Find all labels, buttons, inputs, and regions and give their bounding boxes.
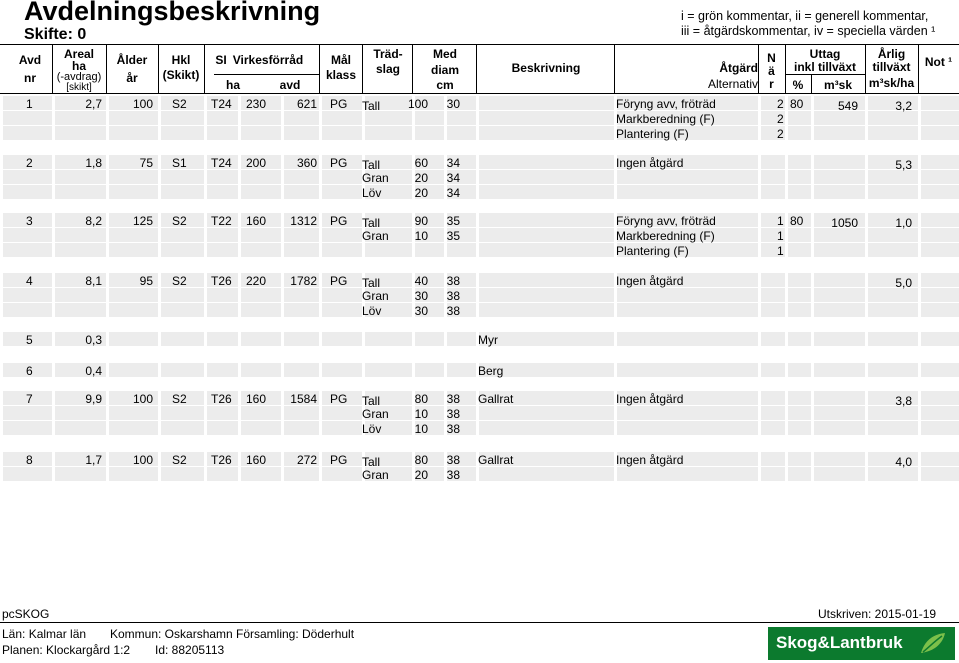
stand-hkl: S1 — [172, 156, 187, 170]
stand-malklass: PG — [330, 274, 348, 288]
species-pct: 80 — [414, 392, 428, 406]
header-tillvaxt: tillväxt — [872, 60, 911, 74]
species-pct: 60 — [414, 156, 428, 170]
species-name: Gran — [362, 229, 389, 243]
stand-si: T26 — [211, 453, 232, 467]
action-m3sk: 549 — [837, 99, 858, 113]
column-separator — [785, 213, 788, 258]
page-title: Avdelningsbeskrivning — [24, 0, 321, 26]
column-separator — [785, 332, 788, 347]
species-pct: 20 — [414, 171, 428, 185]
action-name: Markberedning (F) — [616, 229, 715, 243]
action-name: Ingen åtgärd — [616, 453, 684, 467]
column-separator — [758, 363, 761, 378]
species-pct: 90 — [414, 214, 428, 228]
row-band — [0, 421, 959, 435]
column-separator — [0, 273, 3, 318]
stand-si: T22 — [211, 214, 232, 228]
column-separator — [614, 332, 617, 347]
stand-areal: 8,1 — [85, 274, 102, 288]
column-separator — [362, 363, 365, 378]
stand-ha: 160 — [245, 392, 266, 406]
species-name: Tall — [362, 158, 381, 172]
column-separator — [476, 96, 479, 141]
header-areal: Areal — [63, 47, 95, 61]
header-not: Not ¹ — [924, 55, 953, 69]
header-si: SI — [215, 53, 227, 67]
species-name: Tall — [362, 216, 381, 230]
column-separator — [0, 332, 3, 347]
stand-areal: 0,4 — [85, 364, 102, 378]
species-pct: 40 — [414, 274, 428, 288]
column-separator — [758, 213, 761, 258]
action-name: Ingen åtgärd — [616, 274, 684, 288]
column-separator — [476, 155, 479, 200]
action-name: Plantering (F) — [616, 127, 689, 141]
header-ha: ha — [225, 78, 240, 92]
species-diam: 30 — [446, 97, 460, 111]
stand-ha: 230 — [245, 97, 266, 111]
column-separator — [281, 332, 284, 347]
species-diam: 38 — [446, 304, 460, 318]
species-pct: 10 — [414, 422, 428, 436]
column-separator — [52, 332, 55, 347]
column-separator — [319, 213, 322, 258]
column-separator — [758, 332, 761, 347]
species-name: Gran — [362, 407, 389, 421]
stand-tillvaxt: 5,3 — [895, 158, 912, 172]
action-nar: 2 — [777, 97, 784, 111]
leaf-icon — [919, 631, 947, 656]
stand-malklass: PG — [330, 392, 348, 406]
species-pct: 30 — [414, 304, 428, 318]
species-diam: 35 — [446, 214, 460, 228]
header-nr: nr — [24, 71, 36, 85]
header-areal-ha: ha — [71, 59, 86, 73]
stand-tillvaxt: 5,0 — [895, 276, 912, 290]
row-band — [0, 303, 959, 317]
column-separator — [476, 213, 479, 258]
action-nar: 2 — [777, 127, 784, 141]
stand-areal: 8,2 — [85, 214, 102, 228]
column-separator — [811, 332, 814, 347]
header-areal-avdrag: (-avdrag) — [56, 71, 102, 83]
header-nar-n: N — [767, 51, 776, 65]
species-name: Löv — [362, 186, 382, 200]
stand-nr: 5 — [26, 333, 33, 347]
legend-line-1: i = grön kommentar, ii = generell kommentar, — [681, 9, 929, 23]
stand-hkl: S2 — [172, 97, 187, 111]
column-separator — [476, 273, 479, 318]
column-separator — [319, 273, 322, 318]
species-name: Gran — [362, 171, 389, 185]
stand-nr: 7 — [26, 392, 33, 406]
stand-avd: 1312 — [290, 214, 317, 228]
stand-nr: 2 — [26, 156, 33, 170]
column-separator — [158, 452, 161, 482]
column-separator — [412, 363, 415, 378]
column-separator — [918, 273, 921, 318]
column-separator — [918, 332, 921, 347]
row-band — [0, 170, 959, 184]
header-arlig: Årlig — [877, 47, 906, 61]
footer-app: pcSKOG — [2, 607, 50, 621]
stand-beskrivning: Gallrat — [478, 392, 514, 406]
legend-line-2: iii = åtgärdskommentar, iv = speciella värden ¹ — [681, 24, 936, 38]
header-inkl-tillvaxt: inkl tillväxt — [793, 60, 857, 74]
column-separator — [52, 363, 55, 378]
species-diam: 38 — [446, 422, 460, 436]
column-separator — [444, 332, 447, 347]
column-separator — [158, 391, 161, 436]
stand-avd: 621 — [296, 97, 317, 111]
column-separator — [918, 363, 921, 378]
column-separator — [319, 332, 322, 347]
species-name: Tall — [362, 276, 381, 290]
column-separator — [238, 363, 241, 378]
footer-lan: Län: Kalmar län — [2, 627, 87, 641]
species-diam: 35 — [446, 229, 460, 243]
species-name: Gran — [362, 468, 389, 482]
stand-si: T26 — [211, 274, 232, 288]
footer-planen: Planen: Klockargård 1:2 — [2, 643, 131, 657]
row-band — [0, 406, 959, 420]
column-separator — [52, 391, 55, 436]
stand-tillvaxt: 4,0 — [895, 455, 912, 469]
column-separator — [0, 213, 3, 258]
stand-alder: 100 — [132, 97, 153, 111]
stand-hkl: S2 — [172, 453, 187, 467]
column-separator — [758, 391, 761, 436]
action-name: Föryng avv, fröträd — [616, 97, 716, 111]
column-separator — [319, 391, 322, 436]
stand-nr: 3 — [26, 214, 33, 228]
stand-tillvaxt: 1,0 — [895, 216, 912, 230]
species-pct: 20 — [414, 186, 428, 200]
column-separator — [106, 363, 109, 378]
stand-nr: 4 — [26, 274, 33, 288]
species-pct: 80 — [414, 453, 428, 467]
column-separator — [865, 332, 868, 347]
column-separator — [52, 96, 55, 141]
column-separator — [204, 363, 207, 378]
column-separator — [204, 273, 207, 318]
stand-nr: 8 — [26, 453, 33, 467]
logo-text: Skog&Lantbruk — [776, 633, 903, 652]
action-pct: 80 — [790, 214, 804, 228]
species-diam: 38 — [446, 407, 460, 421]
column-separator — [319, 96, 322, 141]
stand-hkl: S2 — [172, 274, 187, 288]
header-alder: Ålder — [116, 53, 148, 67]
header-m3sk: m³sk — [823, 78, 852, 92]
column-separator — [52, 213, 55, 258]
action-name: Ingen åtgärd — [616, 156, 684, 170]
column-separator — [0, 155, 3, 200]
column-separator — [785, 391, 788, 436]
action-name: Plantering (F) — [616, 244, 689, 258]
stand-ha: 160 — [245, 453, 266, 467]
stand-areal: 0,3 — [85, 333, 102, 347]
row-band — [0, 288, 959, 302]
stand-avd: 272 — [296, 453, 317, 467]
header-tradslag: Träd- — [373, 47, 403, 61]
column-separator — [785, 273, 788, 318]
stand-alder: 75 — [139, 156, 153, 170]
column-separator — [918, 96, 921, 141]
stand-beskrivning: Myr — [478, 333, 498, 347]
species-diam: 38 — [446, 289, 460, 303]
stand-areal: 2,7 — [85, 97, 102, 111]
species-diam: 34 — [446, 156, 460, 170]
footer-id: Id: 88205113 — [155, 643, 225, 657]
column-separator — [158, 332, 161, 347]
stand-alder: 95 — [139, 274, 153, 288]
stand-malklass: PG — [330, 214, 348, 228]
footer-kommun: Kommun: Oskarshamn — [110, 627, 233, 641]
header-beskrivning: Beskrivning — [511, 61, 581, 75]
column-separator — [319, 155, 322, 200]
row-band — [0, 185, 959, 199]
stand-hkl: S2 — [172, 392, 187, 406]
column-separator — [204, 155, 207, 200]
column-separator — [444, 363, 447, 378]
stand-si: T24 — [211, 156, 232, 170]
stand-malklass: PG — [330, 97, 348, 111]
action-name: Markberedning (F) — [616, 112, 715, 126]
species-diam: 38 — [446, 468, 460, 482]
species-diam: 38 — [446, 453, 460, 467]
header-alternativ: Alternativ — [707, 77, 758, 91]
species-diam: 34 — [446, 171, 460, 185]
column-separator — [811, 273, 814, 318]
column-separator — [865, 363, 868, 378]
stand-avd: 1782 — [290, 274, 317, 288]
species-pct: 20 — [414, 468, 428, 482]
species-name: Tall — [362, 394, 381, 408]
column-separator — [0, 363, 3, 378]
stand-malklass: PG — [330, 156, 348, 170]
stand-tillvaxt: 3,2 — [895, 99, 912, 113]
stand-alder: 100 — [132, 392, 153, 406]
stand-nr: 1 — [26, 97, 33, 111]
species-name: Löv — [362, 422, 382, 436]
stand-si: T24 — [211, 97, 232, 111]
column-separator — [785, 452, 788, 482]
stand-avd: 1584 — [290, 392, 317, 406]
species-pct: 10 — [414, 407, 428, 421]
column-separator — [158, 96, 161, 141]
column-separator — [918, 155, 921, 200]
species-pct: 10 — [414, 229, 428, 243]
column-separator — [52, 452, 55, 482]
page-subtitle: Skifte: 0 — [24, 26, 87, 43]
stand-malklass: PG — [330, 453, 348, 467]
action-nar: 1 — [777, 214, 784, 228]
header-atgard: Åtgärd — [719, 61, 758, 75]
header-avd: Avd — [18, 53, 42, 67]
skog-lantbruk-logo — [768, 627, 955, 660]
stand-si: T26 — [211, 392, 232, 406]
column-separator — [811, 452, 814, 482]
column-separator — [918, 391, 921, 436]
column-separator — [158, 363, 161, 378]
stand-ha: 160 — [245, 214, 266, 228]
column-separator — [785, 96, 788, 141]
header-alder-unit: år — [126, 71, 138, 85]
action-pct: 80 — [790, 97, 804, 111]
column-separator — [238, 332, 241, 347]
stand-alder: 100 — [132, 453, 153, 467]
stand-tillvaxt: 3,8 — [895, 394, 912, 408]
column-separator — [319, 363, 322, 378]
column-separator — [204, 96, 207, 141]
column-separator — [158, 155, 161, 200]
header-avd-unit: avd — [279, 78, 301, 92]
species-diam: 38 — [446, 274, 460, 288]
header-mal: Mål — [330, 53, 351, 67]
column-separator — [614, 363, 617, 378]
row-band — [0, 126, 959, 140]
species-pct: 30 — [414, 289, 428, 303]
column-separator — [758, 452, 761, 482]
column-separator — [811, 363, 814, 378]
column-separator — [811, 391, 814, 436]
header-pct: % — [792, 78, 804, 92]
header-areal-skikt: [skikt] — [66, 82, 92, 93]
column-separator — [158, 213, 161, 258]
column-separator — [106, 332, 109, 347]
action-name: Föryng avv, fröträd — [616, 214, 716, 228]
column-separator — [204, 391, 207, 436]
species-name: Tall — [362, 455, 381, 469]
species-pct: 100 — [407, 97, 428, 111]
action-m3sk: 1050 — [831, 216, 858, 230]
column-separator — [758, 155, 761, 200]
column-separator — [281, 363, 284, 378]
action-nar: 1 — [777, 244, 784, 258]
column-separator — [785, 363, 788, 378]
column-separator — [52, 155, 55, 200]
stand-ha: 220 — [245, 274, 266, 288]
column-separator — [204, 213, 207, 258]
header-med: Med — [433, 47, 457, 61]
column-separator — [204, 452, 207, 482]
stand-areal: 1,8 — [85, 156, 102, 170]
column-separator — [758, 273, 761, 318]
footer-forsamling: Församling: Döderhult — [236, 627, 355, 641]
stand-areal: 9,9 — [85, 392, 102, 406]
header-cm: cm — [436, 78, 454, 92]
header-tradslag-2: slag — [375, 62, 400, 76]
column-separator — [158, 273, 161, 318]
header-nar-a: ä — [768, 64, 775, 78]
header-m3sk-ha: m³sk/ha — [868, 76, 915, 90]
column-separator — [918, 452, 921, 482]
stand-avd: 360 — [296, 156, 317, 170]
stand-alder: 125 — [132, 214, 153, 228]
row-band — [0, 228, 959, 242]
header-hkl-skikt: (Skikt) — [162, 68, 200, 82]
stand-ha: 200 — [245, 156, 266, 170]
species-name: Tall — [362, 99, 381, 113]
column-separator — [785, 155, 788, 200]
species-diam: 34 — [446, 186, 460, 200]
column-separator — [204, 332, 207, 347]
species-diam: 38 — [446, 392, 460, 406]
header-malklass: klass — [325, 68, 357, 82]
column-separator — [319, 452, 322, 482]
row-band — [0, 243, 959, 257]
column-separator — [918, 213, 921, 258]
column-separator — [811, 155, 814, 200]
species-name: Löv — [362, 304, 382, 318]
header-virkesforrad: Virkesförråd — [232, 53, 304, 67]
action-name: Ingen åtgärd — [616, 392, 684, 406]
row-band — [0, 111, 959, 125]
stand-hkl: S2 — [172, 214, 187, 228]
species-name: Gran — [362, 289, 389, 303]
column-separator — [52, 273, 55, 318]
column-separator — [362, 332, 365, 347]
header-hkl: Hkl — [171, 53, 191, 67]
stand-nr: 6 — [26, 364, 33, 378]
stand-beskrivning: Berg — [478, 364, 504, 378]
stand-areal: 1,7 — [85, 453, 102, 467]
header-diam: diam — [430, 63, 459, 77]
header-nar-r: r — [769, 77, 774, 91]
column-separator — [758, 96, 761, 141]
column-separator — [412, 332, 415, 347]
column-separator — [0, 391, 3, 436]
action-nar: 2 — [777, 112, 784, 126]
action-nar: 1 — [777, 229, 784, 243]
column-separator — [0, 452, 3, 482]
column-separator — [0, 96, 3, 141]
footer-printed: Utskriven: 2015-01-19 — [818, 607, 937, 621]
header-uttag: Uttag — [809, 47, 841, 61]
row-band — [0, 467, 959, 481]
stand-beskrivning: Gallrat — [478, 453, 514, 467]
